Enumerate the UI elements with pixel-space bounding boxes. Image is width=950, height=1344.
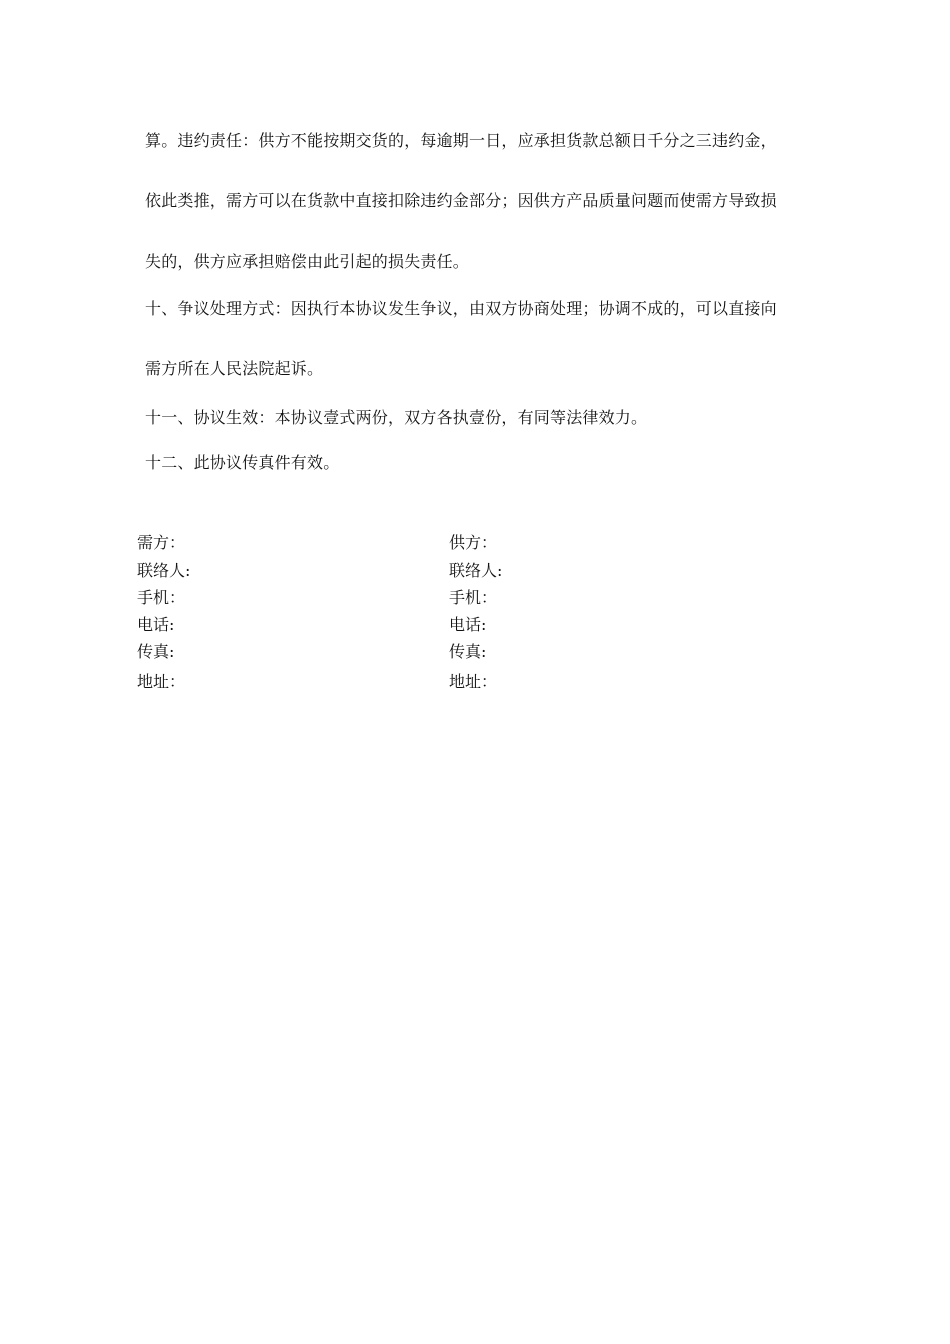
supplier-party-label: 供方： [449,533,498,552]
paragraph-line: 十、争议处理方式：因执行本协议发生争议，由双方协商处理；协调不成的，可以直接向 [145,299,777,318]
paragraph-line: 依此类推，需方可以在货款中直接扣除违约金部分；因供方产品质量问题而使需方导致损 [145,191,777,210]
buyer-mobile-label: 手机： [137,588,186,607]
supplier-phone-label: 电话: [449,615,487,634]
buyer-phone-label: 电话: [137,615,175,634]
supplier-address-label: 地址： [449,672,498,691]
paragraph-line: 十一、协议生效：本协议壹式两份，双方各执壹份，有同等法律效力。 [145,408,648,427]
supplier-fax-label: 传真: [449,642,487,661]
paragraph-line: 十二、此协议传真件有效。 [145,453,340,472]
supplier-contact-label: 联络人: [449,561,503,580]
buyer-address-label: 地址： [137,672,186,691]
buyer-contact-label: 联络人: [137,561,191,580]
supplier-mobile-label: 手机： [449,588,498,607]
buyer-party-label: 需方： [137,533,186,552]
paragraph-line: 需方所在人民法院起诉。 [145,359,324,378]
paragraph-line: 失的，供方应承担赔偿由此引起的损失责任。 [145,252,470,271]
buyer-fax-label: 传真: [137,642,175,661]
paragraph-line: 算。违约责任：供方不能按期交货的，每逾期一日，应承担货款总额日千分之三违约金， [145,131,777,150]
